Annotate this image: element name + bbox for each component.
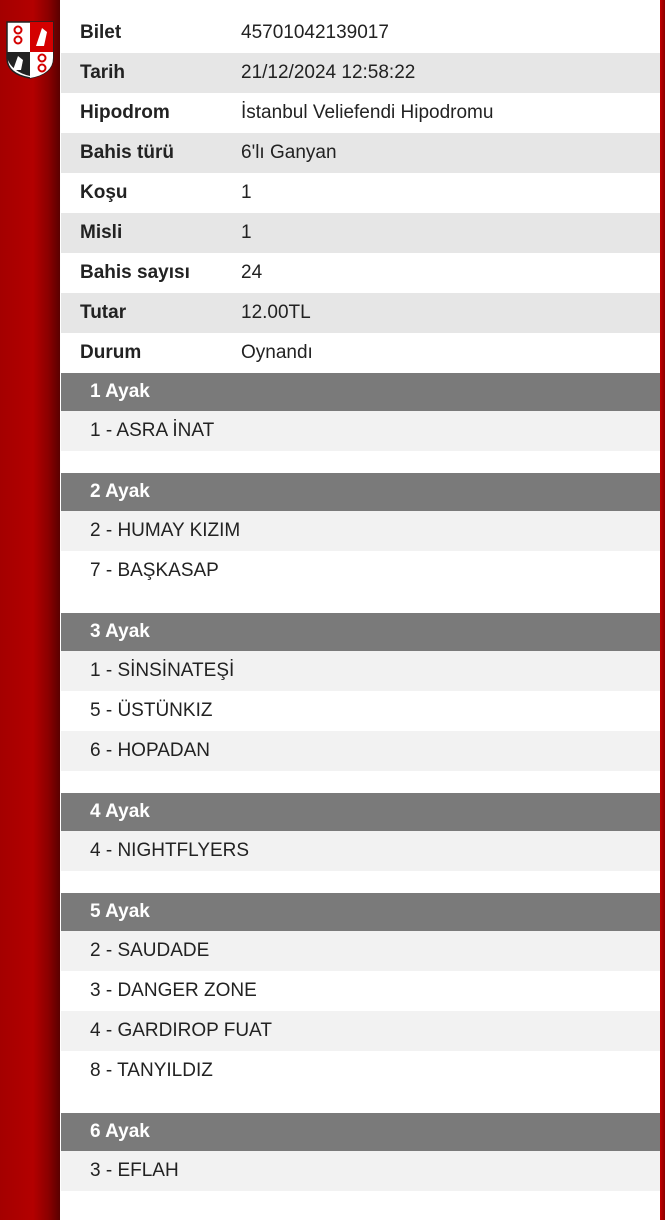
horse-item: 4 - GARDIROP FUAT <box>61 1011 660 1051</box>
ticket-info-row <box>61 333 660 373</box>
horse-item: 3 - EFLAH <box>61 1151 660 1191</box>
ticket-info-table <box>61 13 660 373</box>
club-logo-icon <box>4 18 56 80</box>
leg-spacer <box>61 871 660 893</box>
info-value: 1 <box>241 182 252 203</box>
horse-item: 1 - SİNSİNATEŞİ <box>61 651 660 691</box>
horse-item: 2 - SAUDADE <box>61 931 660 971</box>
info-value: 1 <box>241 222 252 243</box>
info-value: 12.00TL <box>241 302 311 323</box>
leg-horse-list <box>61 651 660 771</box>
horse-item: 2 - HUMAY KIZIM <box>61 511 660 551</box>
leg-spacer <box>61 771 660 793</box>
info-label: Hipodrom <box>80 102 170 123</box>
leg-horse-list <box>61 931 660 1091</box>
leg-header: 1 Ayak <box>61 373 660 411</box>
info-value: 21/12/2024 12:58:22 <box>241 62 416 83</box>
info-label: Bahis sayısı <box>80 262 190 283</box>
ticket-info-row <box>61 213 660 253</box>
horse-item: 8 - TANYILDIZ <box>90 1060 213 1081</box>
info-value: 24 <box>241 262 263 283</box>
info-value: 45701042139017 <box>241 22 389 43</box>
leg-header: 5 Ayak <box>61 893 660 931</box>
horse-item: 5 - ÜSTÜNKIZ <box>90 700 213 721</box>
leg-horse-list <box>61 831 660 871</box>
ticket-info-row <box>61 53 660 93</box>
horse-item: 4 - NIGHTFLYERS <box>61 831 660 871</box>
info-label: Durum <box>80 342 142 363</box>
ticket-info-row <box>61 253 660 293</box>
info-label: Bahis türü <box>80 142 174 163</box>
leg-header: 4 Ayak <box>61 793 660 831</box>
info-value: Oynandı <box>241 342 313 363</box>
ticket-info-row <box>61 293 660 333</box>
info-label: Tarih <box>80 62 126 83</box>
horse-item: 6 - HOPADAN <box>61 731 660 771</box>
leg-header: 2 Ayak <box>61 473 660 511</box>
ticket-info-row <box>61 93 660 133</box>
horse-item: 7 - BAŞKASAP <box>90 560 219 581</box>
horse-item: 3 - DANGER ZONE <box>90 980 257 1001</box>
ticket-info-row <box>61 13 660 53</box>
leg-spacer <box>61 1091 660 1113</box>
leg-horse-list <box>61 1151 660 1191</box>
leg-header: 6 Ayak <box>61 1113 660 1151</box>
leg-spacer <box>61 591 660 613</box>
info-label: Misli <box>80 222 123 243</box>
info-label: Koşu <box>80 182 128 203</box>
legs-list <box>61 373 660 1191</box>
left-side-rail <box>0 0 60 1220</box>
ticket-info-row <box>61 173 660 213</box>
info-value: İstanbul Veliefendi Hipodromu <box>241 102 494 123</box>
info-value: 6'lı Ganyan <box>241 142 337 163</box>
info-label: Bilet <box>80 22 122 43</box>
ticket-info-row <box>61 133 660 173</box>
leg-horse-list <box>61 411 660 451</box>
ticket-details <box>61 13 660 1191</box>
leg-spacer <box>61 451 660 473</box>
right-side-rail <box>660 0 665 1220</box>
horse-item: 1 - ASRA İNAT <box>61 411 660 451</box>
info-label: Tutar <box>80 302 127 323</box>
leg-horse-list <box>61 511 660 591</box>
leg-header: 3 Ayak <box>61 613 660 651</box>
